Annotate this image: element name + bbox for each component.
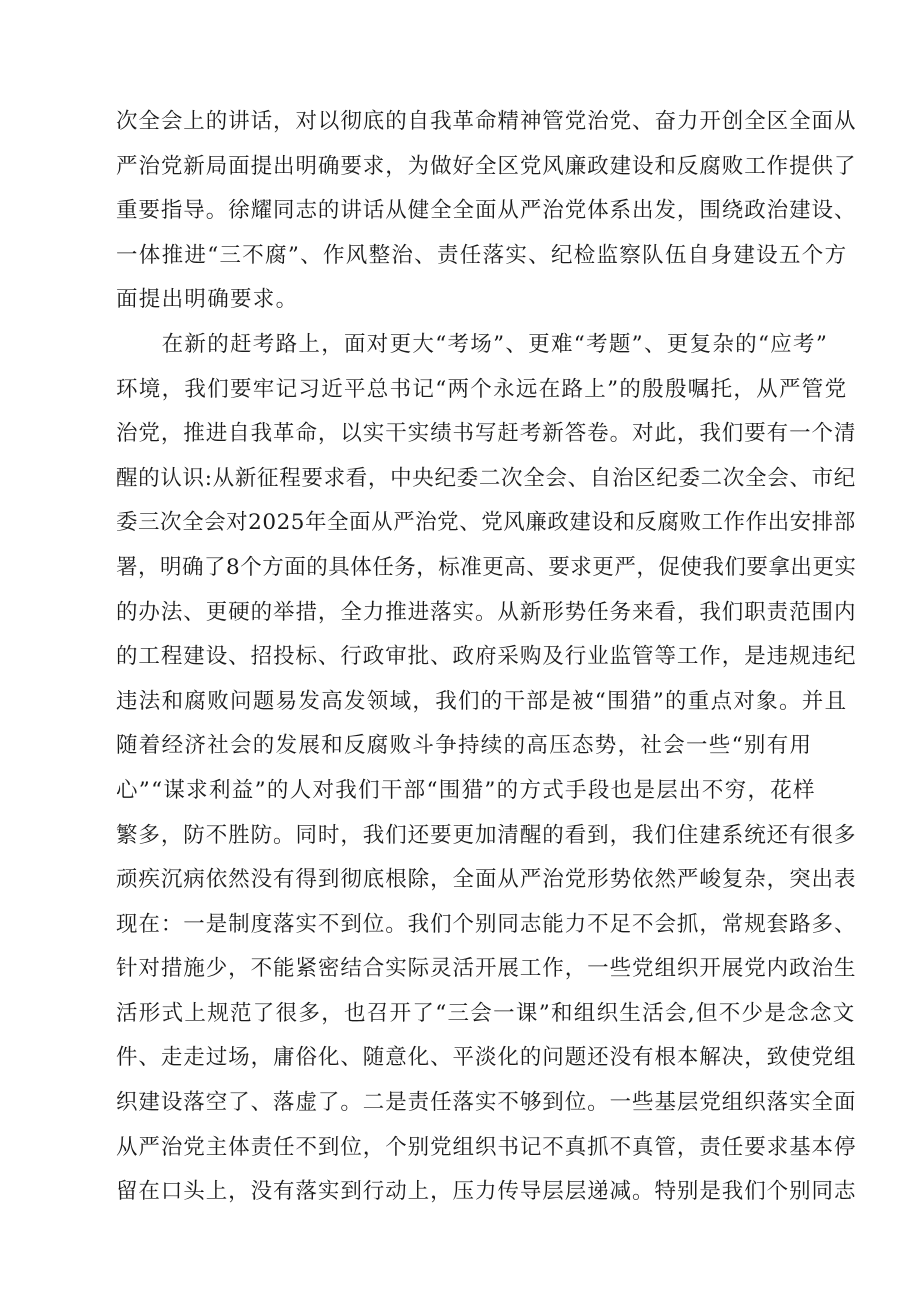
paragraph-start-line: 在新的赶考路上，面对更大“考场”、更难“考题”、更复杂的“应考” xyxy=(116,331,829,357)
text-line: 次全会上的讲话，对以彻底的自我革命精神管党治党、奋力开创全区全面从 xyxy=(116,109,857,134)
text-line: 织建设落空了、落虚了。二是责任落实不够到位。一些基层党组织落实全面 xyxy=(116,1090,857,1116)
text-line: 委三次全会对2025年全面从严治党、党风廉政建设和反腐败工作作出安排部 xyxy=(116,510,856,536)
text-line: 的办法、更硬的举措，全力推进落实。从新形势任务来看，我们职责范围内 xyxy=(116,599,857,625)
text-line: 心”“谋求利益”的人对我们干部“围猎”的方式手段也是层出不穷，花样 xyxy=(116,777,816,803)
body-text xyxy=(116,100,856,1215)
text-line: 件、走走过场，庸俗化、随意化、平淡化的问题还没有根本解决，致使党组 xyxy=(116,1045,857,1071)
text-line: 醒的认识:从新征程要求看，中央纪委二次全会、自治区纪委二次全会、市纪 xyxy=(116,465,856,491)
text-line: 环境，我们要牢记习近平总书记“两个永远在路上”的殷殷嘱托，从严管党 xyxy=(116,376,848,402)
text-line: 治党，推进自我革命，以实干实绩书写赶考新答卷。对此，我们要有一个清 xyxy=(116,421,857,447)
text-line: 顽疾沉病依然没有得到彻底根除，全面从严治党形势依然严峻复杂，突出表 xyxy=(116,867,857,893)
text-line: 活形式上规范了很多，也召开了“三会一课”和组织生活会,但不少是念念文 xyxy=(116,1000,856,1026)
text-line: 现在：一是制度落实不到位。我们个别同志能力不足不会抓，常规套路多、 xyxy=(116,911,857,937)
text-line: 违法和腐败问题易发高发领域，我们的干部是被“围猎”的重点对象。并且 xyxy=(116,688,848,714)
text-line: 针对措施少，不能紧密结合实际灵活开展工作，一些党组织开展党内政治生 xyxy=(116,956,857,982)
text-line: 繁多，防不胜防。同时，我们还要更加清醒的看到，我们住建系统还有很多 xyxy=(116,822,857,848)
text-line: 署，明确了8个方面的具体任务，标准更高、要求更严，促使我们要拿出更实 xyxy=(116,554,857,580)
text-line: 的工程建设、招投标、行政审批、政府采购及行业监管等工作，是违规违纪 xyxy=(116,644,857,670)
text-line: 面提出明确要求。 xyxy=(116,287,299,313)
text-line: 重要指导。徐耀同志的讲话从健全全面从严治党体系出发，围绕政治建设、 xyxy=(116,198,857,224)
text-line: 严治党新局面提出明确要求，为做好全区党风廉政建设和反腐败工作提供了 xyxy=(116,153,857,179)
text-line: 留在口头上，没有落实到行动上，压力传导层层递减。特别是我们个别同志 xyxy=(116,1179,857,1205)
text-line: 一体推进“三不腐”、作风整治、责任落实、纪检监察队伍自身建设五个方 xyxy=(116,242,848,268)
text-line: 随着经济社会的发展和反腐败斗争持续的高压态势，社会一些“别有用 xyxy=(116,733,813,759)
text-line: 从严治党主体责任不到位，个别党组织书记不真抓不真管，责任要求基本停 xyxy=(116,1134,857,1160)
